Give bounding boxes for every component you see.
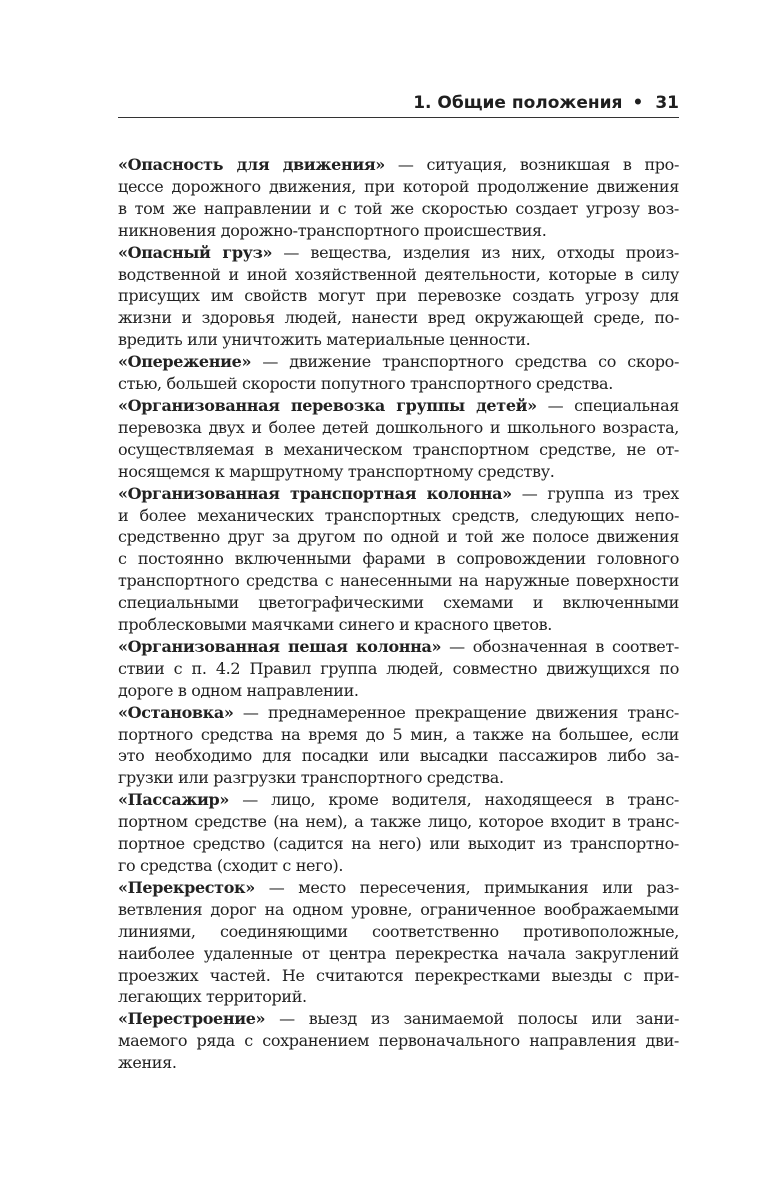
defined-term: «Опережение» <box>118 352 252 372</box>
line-text: линиями, соединяющими соответственно противоположные, <box>118 921 679 941</box>
definition-paragraph <box>118 702 679 790</box>
line-text: — специальная <box>536 395 680 415</box>
text-line <box>118 680 679 702</box>
text-line <box>118 264 679 286</box>
definition-paragraph <box>118 483 679 636</box>
defined-term: «Пассажир» <box>118 790 230 810</box>
definition-paragraph <box>118 395 679 483</box>
text-line <box>118 505 679 527</box>
text-line <box>118 658 679 680</box>
line-text: — движение транспортного средства со скоро- <box>251 352 679 372</box>
line-text: вредить или уничтожить материальные ценности. <box>118 330 531 350</box>
text-line <box>118 943 679 965</box>
line-text: портное средство (садится на него) или выходит из транспортно- <box>118 834 679 854</box>
line-text: дороге в одном направлении. <box>118 680 359 700</box>
line-text: жения. <box>118 1053 177 1073</box>
defined-term: «Опасность для движения» <box>118 155 385 174</box>
text-line <box>118 811 679 833</box>
definition-paragraph <box>118 154 679 242</box>
line-text: портном средстве (на нем), а также лицо, которое входит в транс- <box>118 812 679 832</box>
line-text: с постоянно включенными фарами в сопровождении головного <box>118 549 679 569</box>
line-text: носящемся к маршрутному транспортному средству. <box>118 461 555 481</box>
definition-paragraph <box>118 242 679 352</box>
text-line <box>118 767 679 789</box>
line-text: грузки или разгрузки транспортного средства. <box>118 768 504 788</box>
line-text: — группа из трех <box>511 483 679 503</box>
defined-term: «Перекресток» <box>118 877 255 897</box>
line-text: средственно друг за другом по одной и той же полосе движения <box>118 527 679 547</box>
line-text: — лицо, кроме водителя, находящееся в транс- <box>229 790 679 810</box>
text-line <box>118 921 679 943</box>
text-line <box>118 198 679 220</box>
text-line <box>118 329 679 351</box>
defined-term: «Организованная транспортная колонна» <box>118 483 512 503</box>
text-line <box>118 636 679 658</box>
line-text: водственной и иной хозяйственной деятельности, которые в силу <box>118 264 679 284</box>
line-text: это необходимо для посадки или высадки пассажиров либо за- <box>118 746 679 766</box>
running-header <box>118 90 679 116</box>
text-line <box>118 176 679 198</box>
definitions-text <box>118 154 679 1074</box>
section-title: 1. Общие положения <box>413 93 623 113</box>
defined-term: «Перестроение» <box>118 1009 266 1029</box>
line-text: жизни и здоровья людей, нанести вред окружающей среде, по- <box>118 308 679 328</box>
text-line <box>118 1008 679 1030</box>
line-text: — вещества, изделия из них, отходы произ- <box>272 242 679 262</box>
header-rule <box>118 117 679 118</box>
text-line <box>118 154 679 176</box>
defined-term: «Организованная пешая колонна» <box>118 636 442 656</box>
line-text: присущих им свойств могут при перевозке создать угрозу для <box>118 286 679 306</box>
line-text: наиболее удаленные от центра перекрестка начала закруглений <box>118 943 679 963</box>
text-line <box>118 1030 679 1052</box>
text-line <box>118 307 679 329</box>
line-text: осуществляемая в механическом транспортном средстве, не от- <box>118 439 679 459</box>
defined-term: «Опасный груз» <box>118 242 273 262</box>
definition-paragraph <box>118 351 679 395</box>
text-line <box>118 965 679 987</box>
definition-paragraph <box>118 1008 679 1074</box>
text-line <box>118 417 679 439</box>
definition-paragraph <box>118 877 679 1008</box>
text-line <box>118 220 679 242</box>
text-line <box>118 592 679 614</box>
text-line <box>118 1052 679 1074</box>
text-line <box>118 483 679 505</box>
line-text: — выезд из занимаемой полосы или зани- <box>265 1009 679 1029</box>
defined-term: «Организованная перевозка группы детей» <box>118 395 537 415</box>
text-line <box>118 833 679 855</box>
page-number: 31 <box>655 93 679 113</box>
line-text: ствии с п. 4.2 Правил группа людей, совместно движущихся по <box>118 658 679 678</box>
line-text: — преднамеренное прекращение движения транс- <box>233 702 679 722</box>
text-line <box>118 702 679 724</box>
line-text: портного средства на время до 5 мин, а также на большее, если <box>118 724 679 744</box>
text-line <box>118 724 679 746</box>
text-line <box>118 570 679 592</box>
line-text: транспортного средства с нанесенными на наружные поверхности <box>118 571 679 591</box>
line-text: специальными цветографическими схемами и включенными <box>118 593 679 613</box>
line-text: — обозначенная в соответ- <box>441 636 679 656</box>
bullet-separator: • <box>632 93 644 113</box>
text-line <box>118 548 679 570</box>
line-text: ветвления дорог на одном уровне, ограниченное воображаемыми <box>118 899 679 919</box>
line-text: стью, большей скорости попутного транспортного средства. <box>118 374 613 394</box>
text-line <box>118 899 679 921</box>
line-text: легающих территорий. <box>118 987 307 1007</box>
text-line <box>118 373 679 395</box>
text-line <box>118 986 679 1008</box>
defined-term: «Остановка» <box>118 702 234 722</box>
definition-paragraph <box>118 789 679 877</box>
text-line <box>118 877 679 899</box>
line-text: никновения дорожно-транспортного происшествия. <box>118 220 547 240</box>
line-text: — ситуация, возникшая в про- <box>384 155 680 174</box>
text-line <box>118 789 679 811</box>
text-line <box>118 745 679 767</box>
text-line <box>118 461 679 483</box>
text-line <box>118 614 679 636</box>
text-line <box>118 351 679 373</box>
text-line <box>118 395 679 417</box>
definition-paragraph <box>118 636 679 702</box>
text-line <box>118 855 679 877</box>
text-line <box>118 285 679 307</box>
line-text: проблесковыми маячками синего и красного цветов. <box>118 615 553 635</box>
line-text: го средства (сходит с него). <box>118 856 344 875</box>
line-text: и более механических транспортных средств, следующих непо- <box>118 505 679 525</box>
line-text: цессе дорожного движения, при которой продолжение движения <box>118 176 679 196</box>
line-text: в том же направлении и с той же скоростью создает угрозу воз- <box>118 198 679 218</box>
line-text: — место пересечения, примыкания или раз- <box>254 877 679 897</box>
line-text: проезжих частей. Не считаются перекрестками выезды с при- <box>118 965 679 985</box>
text-line <box>118 242 679 264</box>
line-text: перевозка двух и более детей дошкольного и школьного возраста, <box>118 417 679 437</box>
text-line <box>118 526 679 548</box>
text-line <box>118 439 679 461</box>
line-text: маемого ряда с сохранением первоначального направления дви- <box>118 1031 679 1051</box>
